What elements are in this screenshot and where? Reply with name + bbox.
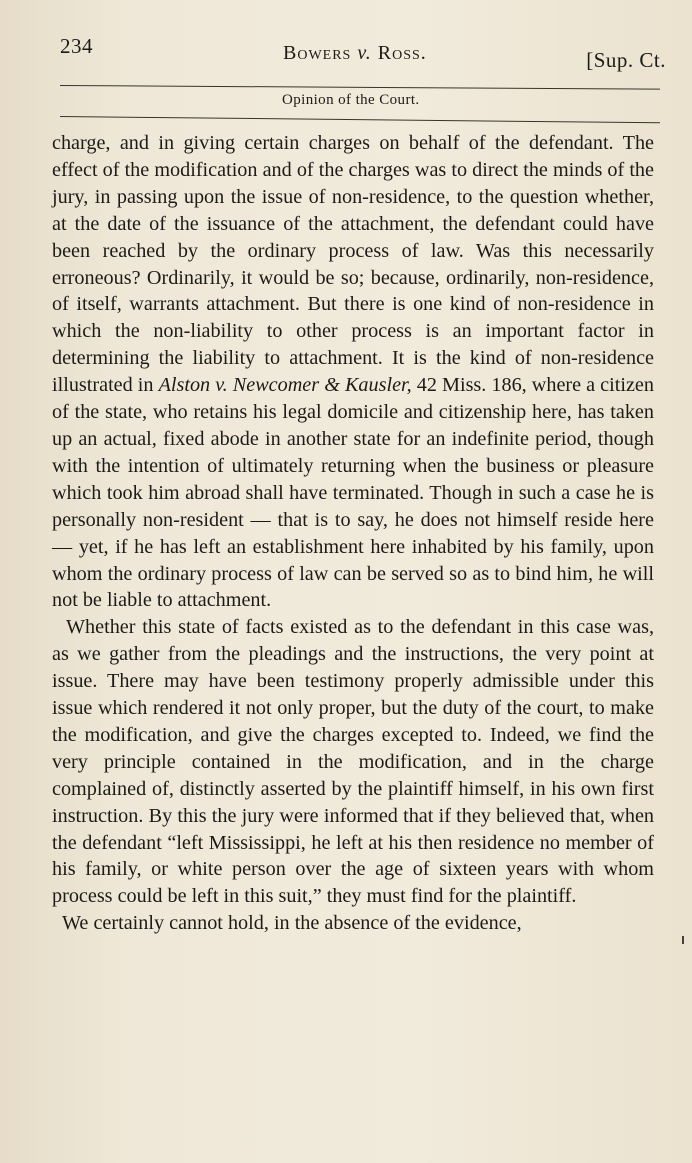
case-citation: Alston v. Newcomer & Kausler, (158, 374, 412, 397)
paragraph-1-before: charge, and in giving certain charges on behalf of the defendant. The effect of the modification and of the charges was to direct the minds of the jury, in passing upon the issue of non-residence, to the question whether, at the date of the issuance of the attachment, the defendant could have been reached by the ordinary process of law. Was this necessarily erroneous? Ordinarily, it would be so; because, ordinarily, non-residence, of itself, warrants attachment. But there is one kind of non-residence in which the non-liability to other process is an important factor in determining the liability to attachment. It is the kind of non-residence illustrated in (52, 132, 654, 397)
header-rule-bottom (60, 116, 660, 123)
section-label: Opinion of the Court. (282, 92, 420, 108)
case-title-right: Ross. (377, 42, 427, 64)
paragraph-3: We certainly cannot hold, in the absence of the evidence, (62, 912, 522, 935)
page-number: 234 (60, 34, 93, 58)
paragraph-2: Whether this state of facts existed as to the defendant in this case was, as we gather from the pleadings and the instructions, the very point at issue. There may have been testimony properly admissible under this issue which rendered it not only proper, but the duty of the court, to make the modification, and give the charges excepted to. Indeed, we find the very principle contained in the modification, and in the charge complained of, distinctly asserted by the plaintiff himself, in his own first instruction. By this the jury were informed that if they believed that, when the defendant “left Mississippi, he left at his then residence no member of his family, or white person over the age of sixteen years with whom process could be left in this suit,” they must find for the plaintiff. (52, 616, 654, 908)
running-header (60, 30, 670, 70)
paragraph-1-after: 42 Miss. 186, where a citizen of the state, who retains his legal domicile and citizenship here, has taken up an actual, fixed abode in another state for an indefinite period, though with the intention of ultimately returning when the business or pleasure which took him abroad shall have terminated. Though in such a case he is personally non-resident — that is to say, he does not himself reside here — yet, if he has left an establishment here inhabited by his family, upon whom the ordinary process of law can be served so as to bind him, he will not be liable to attachment. (52, 374, 654, 612)
header-rule-top (60, 85, 660, 90)
case-title-left: Bowers (283, 42, 352, 64)
margin-mark (682, 936, 684, 944)
case-title-v: v. (357, 42, 372, 64)
court-label: [Sup. Ct. (586, 48, 666, 72)
case-title (283, 42, 427, 65)
opinion-body (52, 130, 654, 937)
paragraph-1 (52, 130, 654, 614)
